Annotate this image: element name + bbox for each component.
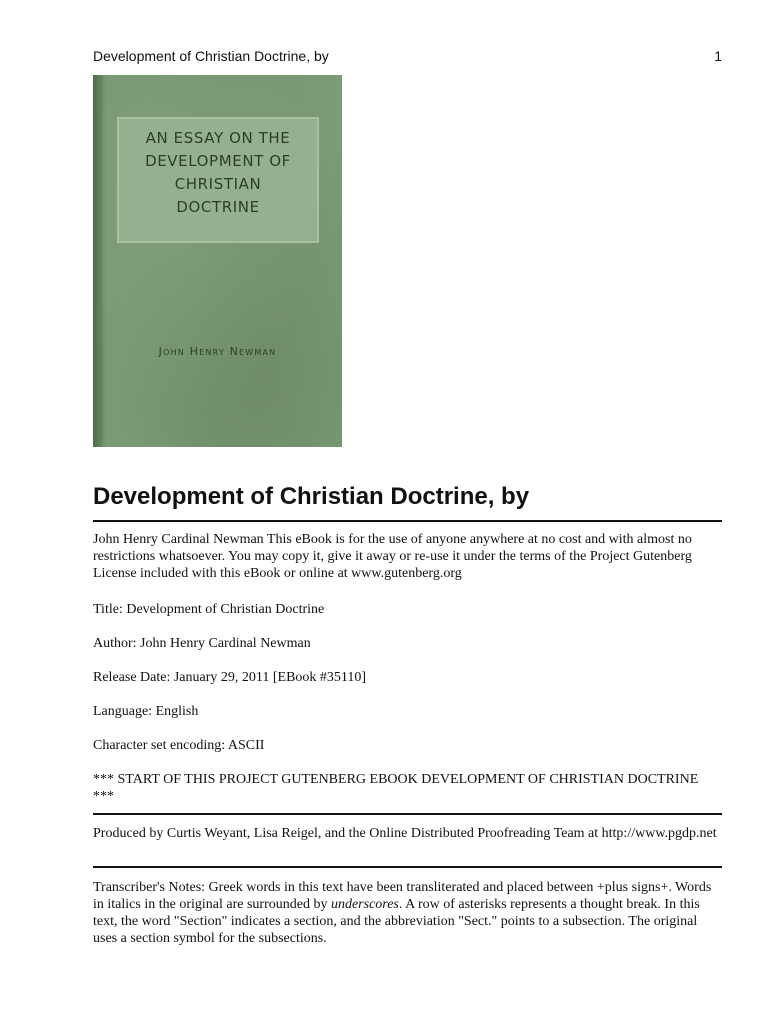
author-metadata: Author: John Henry Cardinal Newman xyxy=(93,636,311,651)
book-cover-image xyxy=(93,75,342,447)
cover-title-line: DOCTRINE xyxy=(176,198,260,216)
divider-rule xyxy=(93,520,722,522)
notes-text: Transcriber's Notes: Greek words in this text have been transliterated and placed between +plus signs+. Words in italics in the original are surrounded by xyxy=(93,880,712,912)
cover-title-label xyxy=(117,117,319,243)
start-marker: *** START OF THIS PROJECT GUTENBERG EBOOK DEVELOPMENT OF CHRISTIAN DOCTRINE *** xyxy=(93,772,699,804)
transcriber-notes xyxy=(93,879,722,947)
language-metadata: Language: English xyxy=(93,704,199,719)
intro-paragraph: John Henry Cardinal Newman This eBook is for the use of anyone anywhere at no cost and with almost no restrictions whatsoever. You may copy it, give it away or re-use it under the terms of the Project Gutenberg License included with this eBook or online at www.gutenberg.org xyxy=(93,532,692,581)
running-header xyxy=(93,47,722,67)
cover-title xyxy=(119,127,317,219)
title-metadata: Title: Development of Christian Doctrine xyxy=(93,602,325,617)
divider-rule xyxy=(93,813,722,815)
running-title: Development of Christian Doctrine, by xyxy=(93,48,329,64)
produced-by-paragraph: Produced by Curtis Weyant, Lisa Reigel, and the Online Distributed Proofreading Team at http://www.pgdp.net xyxy=(93,826,717,841)
charset-metadata: Character set encoding: ASCII xyxy=(93,738,265,753)
release-date-metadata: Release Date: January 29, 2011 [EBook #35110] xyxy=(93,670,367,685)
divider-rule xyxy=(93,866,722,868)
cover-title-line: DEVELOPMENT OF xyxy=(145,152,291,170)
notes-italic: underscores xyxy=(330,897,399,912)
cover-title-line: CHRISTIAN xyxy=(174,175,262,193)
cover-author: John Henry Newman xyxy=(158,345,277,358)
page-number: 1 xyxy=(714,48,722,64)
cover-spine xyxy=(93,75,103,447)
cover-title-line: AN ESSAY ON THE xyxy=(145,129,291,147)
notes-text: . A row of asterisks represents a thought break. In this text, the word "Section" indicates a section, and the abbreviation "Sect." points to a subsection. The original uses a section symbol for the subsections. xyxy=(93,897,700,946)
document-title: Development of Christian Doctrine, by xyxy=(93,483,530,510)
